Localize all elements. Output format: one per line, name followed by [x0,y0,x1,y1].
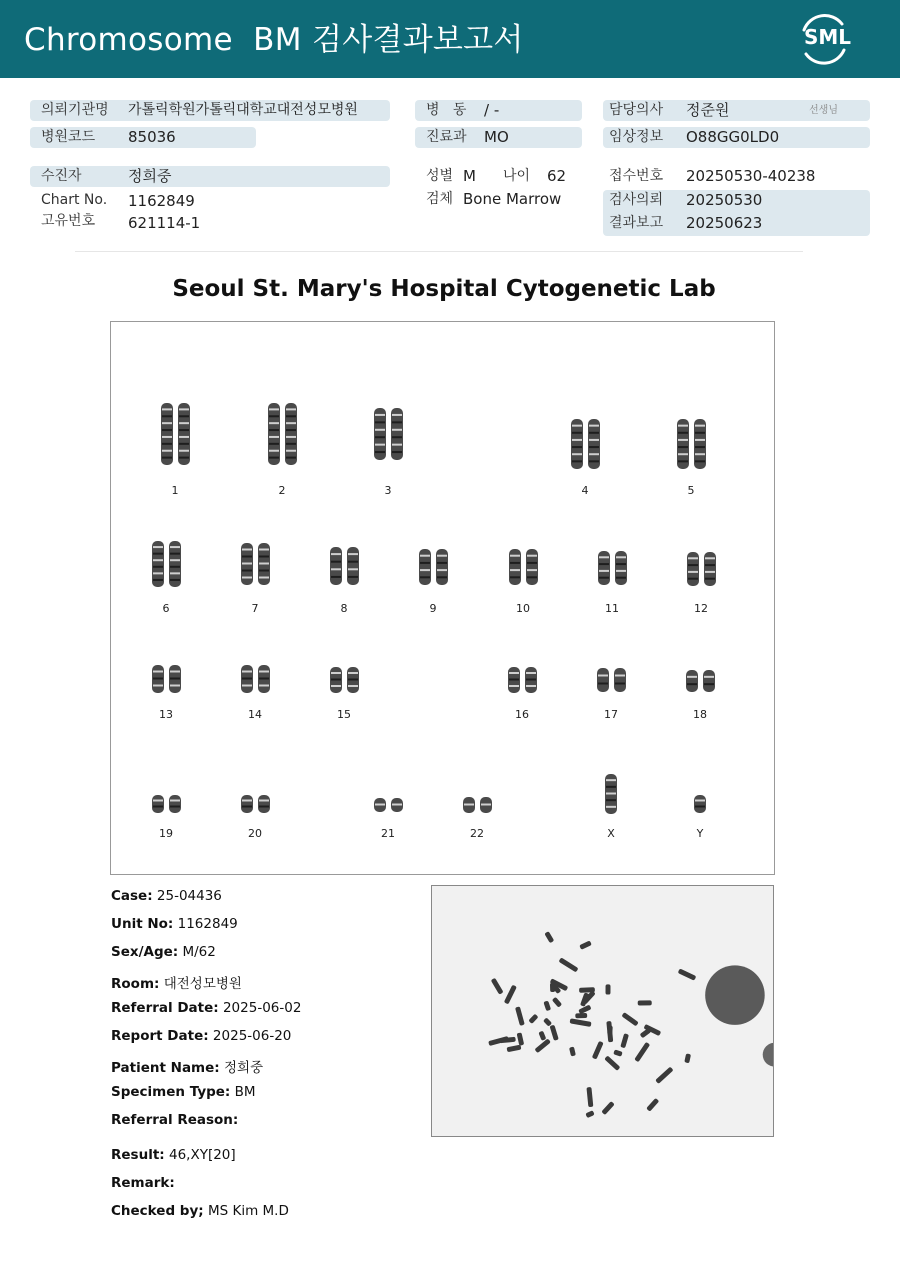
chromosome-20-pair [240,793,270,815]
room-label: Room: [111,976,160,992]
case-report-date-label: Report Date: [111,1028,209,1044]
unique-value: 621114-1 [128,214,201,232]
chromosome-label-20: 20 [248,827,262,840]
chromosome-label-21: 21 [381,827,395,840]
chart-label: Chart No. [41,192,108,208]
checked-value: MS Kim M.D [207,1203,289,1219]
chromosome-label-14: 14 [248,708,262,721]
patient-value: 정희중 [128,167,172,185]
metaphase-chromosome [638,1000,652,1005]
metaphase-chromosome [655,1067,673,1084]
unique-label: 고유번호 [41,213,96,229]
metaphase-chromosome [534,1038,550,1053]
lab-title: Seoul St. Mary's Hospital Cytogenetic Lab [172,276,716,302]
chromosome-label-15: 15 [337,708,351,721]
case-value: 25-04436 [156,888,222,904]
chromosome-label-Y: Y [696,827,704,840]
metaphase-chromosome [558,957,578,972]
chromosome-label-13: 13 [159,708,173,721]
referral-date-value: 2025-06-02 [222,1000,302,1016]
result-label: Result: [111,1147,165,1163]
metaphase-chromosome [607,1026,613,1035]
case-line [111,888,222,904]
patient-name-label: Patient Name: [111,1060,220,1076]
metaphase-chromosome [488,1036,509,1046]
chromosome-label-18: 18 [693,708,707,721]
metaphase-chromosome [569,1047,576,1057]
room-value: 대전성모병원 [163,976,242,992]
report-header [0,0,900,78]
ward-value: / - [484,101,500,119]
doctor-suffix: 선생님 [809,105,838,116]
chromosome-label-8: 8 [340,602,348,615]
report-date-value: 20250623 [686,214,763,232]
result-line [111,1147,236,1163]
metaphase-chromosome [579,987,595,993]
metaphase-chromosome [538,1031,546,1041]
section-divider [75,251,803,252]
referral-date-label: Referral Date: [111,1000,219,1016]
age-label: 나이 [503,168,531,184]
metaphase-chromosome [646,1098,659,1112]
case-label: Case: [111,888,153,904]
metaphase-chromosome [515,1006,525,1026]
chromosome-22-pair [462,795,492,815]
chromosome-label-1: 1 [171,484,179,497]
metaphase-chromosome [621,1012,638,1026]
unit-label: Unit No: [111,916,174,932]
metaphase-chromosome [620,1033,629,1048]
chromosome-6-pair [151,539,181,589]
chromosome-label-2: 2 [278,484,286,497]
case-report-date-value: 2025-06-20 [212,1028,292,1044]
hospital-code-value: 85036 [128,128,176,146]
sexage-line [111,944,216,960]
chromosome-9-pair [418,547,448,587]
chromosome-Y-pair [693,793,707,815]
chromosome-12-pair [686,550,716,588]
metaphase-chromosome [606,984,611,994]
chromosome-3-pair [373,406,403,462]
chromosome-X-pair [604,772,618,816]
chromosome-10-pair [508,547,538,587]
metaphase-chromosome [575,1013,587,1018]
specimen-value: Bone Marrow [463,190,562,208]
metaphase-chromosome [592,1041,604,1060]
referral-reason-line [111,1112,238,1128]
chromosome-4-pair [570,417,600,471]
chart-value: 1162849 [128,192,195,210]
chromosome-label-19: 19 [159,827,173,840]
metaphase-chromosome [678,968,697,980]
metaphase-chromosome [586,1087,593,1107]
chromosome-label-3: 3 [384,484,392,497]
patient-label: 수진자 [41,168,82,184]
chromosome-13-pair [151,663,181,695]
metaphase-chromosome [543,1017,552,1026]
metaphase-chromosome [613,1049,622,1056]
chromosome-label-4: 4 [581,484,589,497]
chromosome-19-pair [151,793,181,815]
referral-date-line [111,1000,301,1016]
remark-line [111,1175,175,1191]
metaphase-chromosome [517,1032,525,1045]
metaphase-chromosome [684,1053,691,1063]
sex-value: M [463,167,476,185]
clinical-info-value: O88GG0LD0 [686,128,780,146]
chromosome-label-9: 9 [429,602,437,615]
metaphase-chromosome [550,1025,559,1041]
receipt-value: 20250530-40238 [686,167,816,185]
metaphase-chromosome [604,1055,620,1070]
unit-value: 1162849 [177,916,238,932]
patient-name-value: 정희중 [223,1060,264,1076]
sml-logo-text: SML [804,25,852,49]
request-date-value: 20250530 [686,191,763,209]
metaphase-chromosome [550,983,555,992]
metaphase-chromosome [504,985,517,1005]
chromosome-16-pair [507,665,537,695]
chromosome-label-5: 5 [687,484,695,497]
chromosome-label-22: 22 [470,827,484,840]
specimen-type-value: BM [234,1084,256,1100]
interphase-nucleus [705,965,765,1025]
department-value: MO [484,128,509,146]
referral-reason-label: Referral Reason: [111,1112,239,1128]
clinical-info-label: 임상정보 [609,129,664,145]
patient-name-line [111,1056,263,1076]
metaphase-chromosome [585,1110,594,1118]
metaphase-chromosome [507,1045,522,1053]
karyotype-panel [110,321,775,875]
doctor-value: 정준원 [686,101,730,119]
institution-value: 가톨릭학원가톨릭대학교대전성모병원 [128,102,358,118]
chromosome-label-10: 10 [516,602,530,615]
institution-label: 의뢰기관명 [41,102,109,118]
chromosome-14-pair [240,663,270,695]
interphase-nucleus [763,1043,774,1067]
specimen-type-line [111,1084,256,1100]
chromosome-1-pair [160,401,190,467]
metaphase-chromosome [579,940,592,949]
chromosome-17-pair [596,666,626,694]
metaphase-chromosome [543,1001,551,1012]
metaphase-chromosome [570,1018,592,1027]
receipt-label: 접수번호 [609,168,664,184]
hospital-code-label: 병원코드 [41,129,96,145]
chromosome-18-pair [685,668,715,694]
chromosome-label-11: 11 [605,602,619,615]
specimen-label: 검체 [426,191,454,207]
metaphase-chromosome [491,978,504,995]
chromosome-15-pair [329,665,359,695]
chromosome-label-12: 12 [694,602,708,615]
age-value: 62 [547,167,567,185]
metaphase-chromosome [634,1042,650,1062]
sexage-value: M/62 [182,944,216,960]
chromosome-2-pair [267,401,297,467]
metaphase-chromosome [552,997,562,1008]
doctor-label: 담당의사 [609,102,664,118]
chromosome-label-7: 7 [251,602,259,615]
sexage-label: Sex/Age: [111,944,179,960]
unit-line [111,916,238,932]
chromosome-label-17: 17 [604,708,618,721]
room-line [111,972,242,992]
metaphase-chromosome [578,1005,591,1015]
request-date-label: 검사의뢰 [609,192,664,208]
chromosome-8-pair [329,545,359,587]
remark-label: Remark: [111,1175,175,1191]
chromosome-label-6: 6 [162,602,170,615]
result-value: 46,XY[20] [168,1147,236,1163]
specimen-type-label: Specimen Type: [111,1084,231,1100]
sex-label: 성별 [426,168,454,184]
report-title: Chromosome BM 검사결과보고서 [24,22,524,58]
chromosome-11-pair [597,549,627,587]
metaphase-chromosome [528,1014,538,1024]
metaphase-chromosome [544,931,554,943]
patient-row [30,166,390,187]
checked-label: Checked by; [111,1203,204,1219]
ward-label: 병 동 [426,102,467,118]
report-date-line [111,1028,291,1044]
checked-line [111,1203,289,1219]
chromosome-7-pair [240,541,270,587]
chromosome-label-X: X [607,827,615,840]
report-date-label: 결과보고 [609,215,664,231]
chromosome-5-pair [676,417,706,471]
chromosome-21-pair [373,796,403,814]
department-label: 진료과 [426,129,467,145]
chromosome-label-16: 16 [515,708,529,721]
metaphase-image [431,885,774,1137]
metaphase-chromosome [601,1101,614,1115]
